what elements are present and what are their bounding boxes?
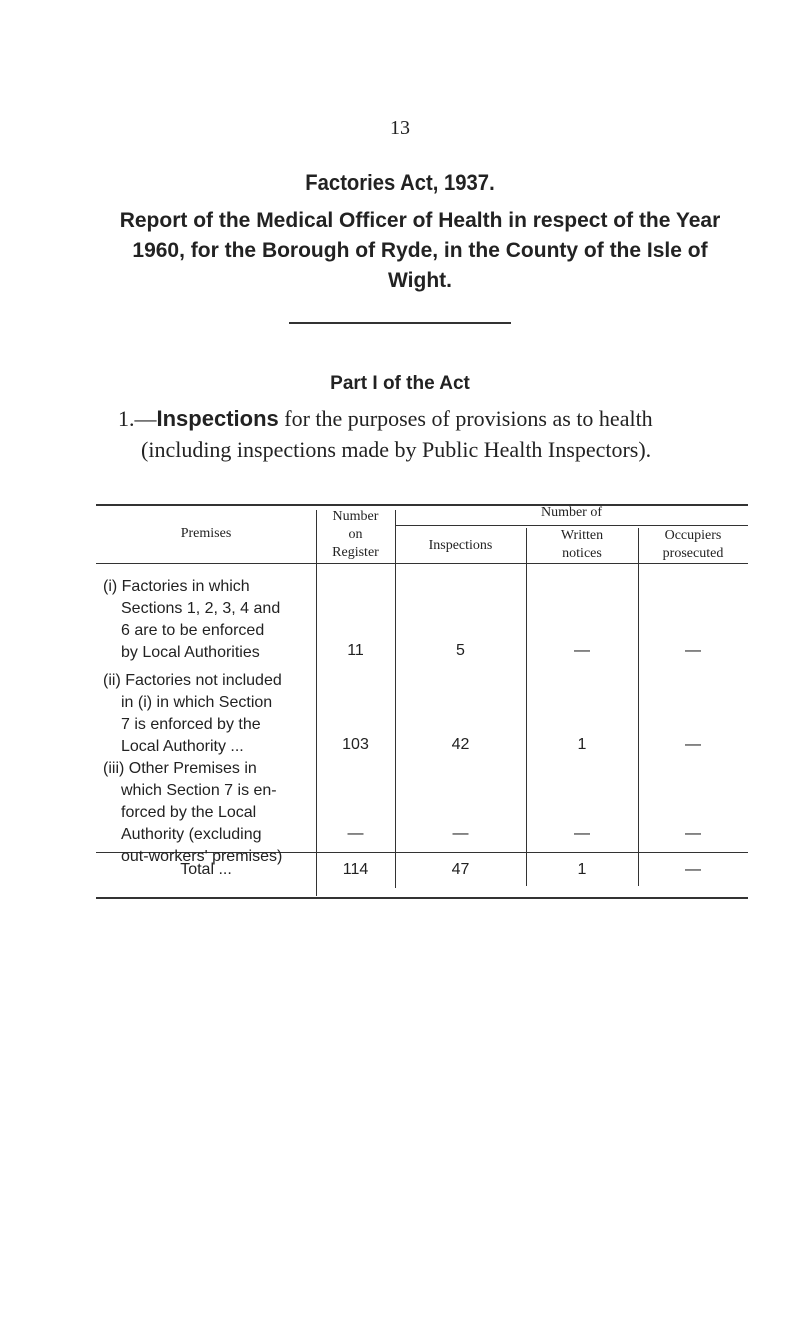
intro-line1: for the purposes of provisions as to health bbox=[278, 406, 653, 431]
total-occupiers: — bbox=[685, 861, 701, 878]
row2-written: 1 bbox=[577, 736, 587, 753]
row1-register: 11 bbox=[347, 642, 364, 659]
row3-occupiers: — bbox=[685, 825, 701, 842]
header-written-notices: Written notices bbox=[560, 528, 604, 561]
header-number-of: Number of bbox=[540, 505, 603, 520]
table-row-label: (iii) Other Premises in which Section 7 is en- forced by the Local Authority (excluding out-workers' premises) bbox=[103, 760, 283, 865]
row3-inspections: — bbox=[452, 825, 469, 842]
header-occupiers-prosecuted: Occupiers prosecuted bbox=[662, 528, 724, 561]
intro-line2: (including inspections made by Public Health Inspectors). bbox=[141, 437, 652, 462]
table-row-label: (ii) Factories not included in (i) in which Section 7 is enforced by the Local Authority ... bbox=[103, 672, 282, 755]
intro-paragraph bbox=[118, 403, 758, 465]
header-inspections: Inspections bbox=[428, 538, 493, 553]
header-premises: Premises bbox=[180, 526, 232, 541]
number-of-rule bbox=[395, 525, 748, 526]
row3-written: — bbox=[574, 825, 590, 842]
header-bottom-rule bbox=[96, 563, 748, 564]
row1-inspections: 5 bbox=[456, 642, 465, 659]
total-register: 114 bbox=[342, 861, 369, 878]
act-title: Factories Act, 1937. bbox=[305, 170, 495, 195]
total-inspections: 47 bbox=[451, 861, 470, 878]
part-title: Part I of the Act bbox=[330, 373, 470, 394]
header-register: Number on Register bbox=[332, 509, 379, 560]
total-label: Total ... bbox=[180, 861, 232, 878]
row3-register: — bbox=[347, 825, 364, 842]
row1-occupiers: — bbox=[685, 642, 701, 659]
row2-inspections: 42 bbox=[451, 736, 470, 753]
table-bottom-rule bbox=[96, 897, 748, 899]
section-divider bbox=[289, 322, 511, 324]
total-written: 1 bbox=[577, 861, 587, 878]
intro-bold: Inspections bbox=[156, 406, 279, 431]
row1-written: — bbox=[574, 642, 590, 659]
table-row-label: (i) Factories in which Sections 1, 2, 3, 4 and 6 are to be enforced by Local Authorities bbox=[103, 578, 281, 661]
page-number: 13 bbox=[390, 117, 410, 139]
row2-occupiers: — bbox=[685, 736, 701, 753]
report-title: Report of the Medical Officer of Health in respect of the Year 1960, for the Borough of Ryde, in the County of the Isle of Wight. bbox=[119, 209, 721, 292]
row2-register: 103 bbox=[342, 736, 369, 753]
intro-number: 1.— bbox=[118, 406, 157, 431]
